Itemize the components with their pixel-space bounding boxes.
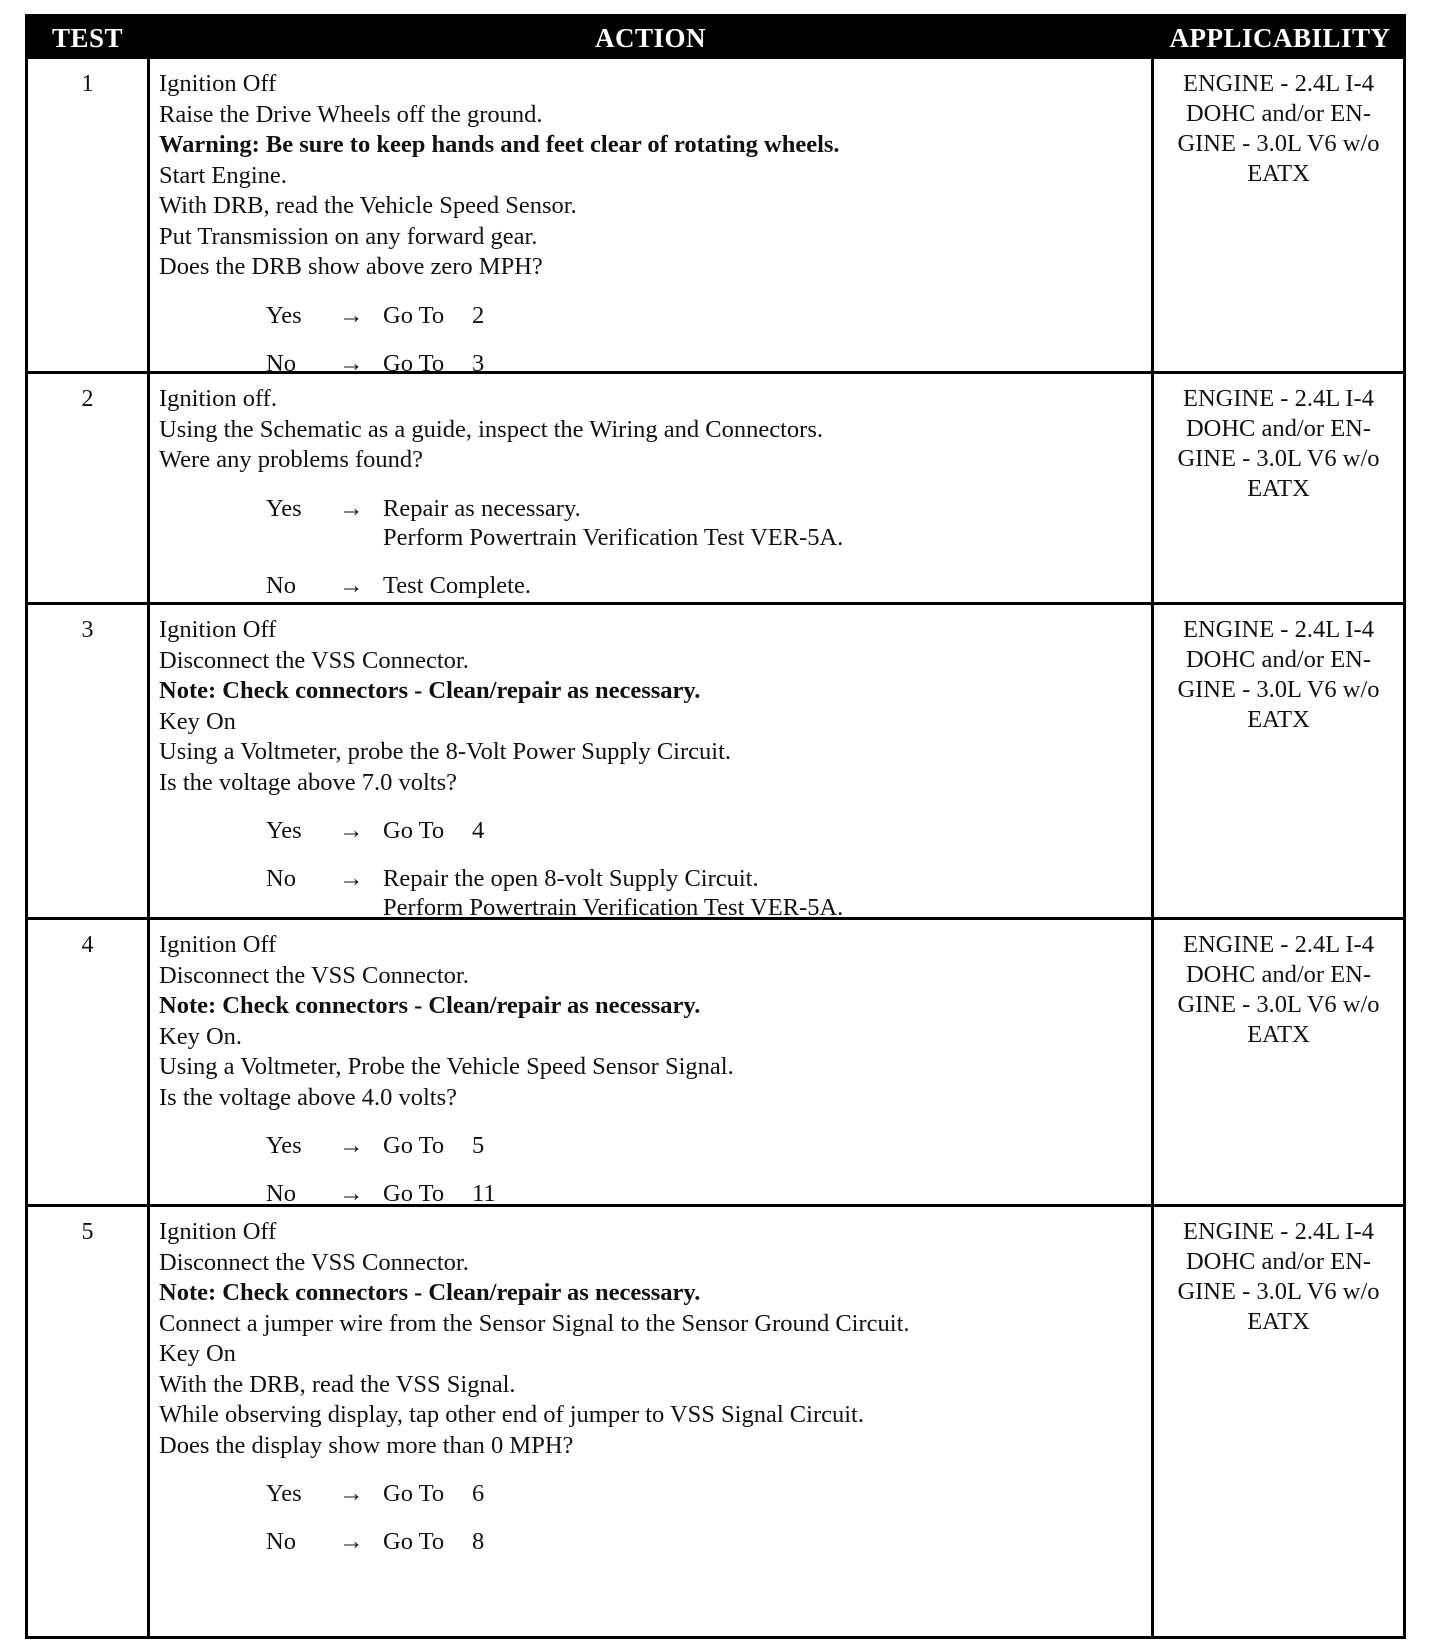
action-line: With DRB, read the Vehicle Speed Sensor. [159, 192, 577, 219]
no-label: No [266, 571, 296, 599]
applicability-line: DOHC and/or EN- [1185, 961, 1372, 988]
go-to-target: 5 [472, 1132, 485, 1159]
yes-label: Yes [266, 1132, 302, 1159]
result-text: Repair the open 8-volt Supply Circuit. [383, 865, 759, 892]
no-label: No [266, 1180, 296, 1207]
question-line: Does the DRB show above zero MPH? [159, 253, 543, 280]
table-row [28, 1204, 1403, 1636]
result-text: Perform Powertrain Verification Test VER-5A. [383, 523, 844, 551]
header-action: ACTION [594, 23, 706, 53]
no-label: No [266, 349, 296, 377]
arrow-icon: → [339, 349, 364, 377]
arrow-icon: → [339, 571, 364, 599]
action-line: Connect a jumper wire from the Sensor Signal to the Sensor Ground Circuit. [159, 1309, 910, 1337]
action-cell [159, 1217, 1133, 1557]
action-line: Using a Voltmeter, Probe the Vehicle Speed Sensor Signal. [159, 1053, 734, 1080]
applicability-cell [1154, 1217, 1403, 1337]
go-to-target: 11 [472, 1180, 496, 1207]
action-line: With the DRB, read the VSS Signal. [159, 1370, 516, 1398]
applicability-line: ENGINE - 2.4L I-4 [1183, 616, 1374, 643]
no-answer [159, 1527, 1133, 1557]
action-line: While observing display, tap other end of jumper to VSS Signal Circuit. [159, 1401, 864, 1428]
action-line: Disconnect the VSS Connector. [159, 646, 469, 674]
no-answer [159, 571, 1133, 601]
applicability-line: ENGINE - 2.4L I-4 [1183, 70, 1374, 97]
applicability-line: EATX [1247, 160, 1310, 187]
applicability-line: EATX [1247, 1308, 1310, 1335]
action-cell [159, 930, 1133, 1209]
applicability-line: ENGINE - 2.4L I-4 [1183, 1218, 1374, 1245]
action-cell [159, 384, 1133, 601]
result-text: Perform Powertrain Verification Test VER-5A. [383, 894, 844, 921]
applicability-line: DOHC and/or EN- [1185, 415, 1372, 442]
question-line: Is the voltage above 4.0 volts? [159, 1083, 458, 1111]
arrow-icon: → [339, 865, 364, 892]
action-cell [159, 69, 1133, 379]
result-text: Test Complete. [383, 571, 531, 599]
go-to-label: Go To [383, 349, 445, 377]
table-row [28, 602, 1403, 921]
go-to-target: 8 [472, 1528, 485, 1555]
go-to-label: Go To [383, 1480, 445, 1507]
action-line: Ignition Off [159, 1218, 277, 1245]
go-to-target: 3 [472, 349, 485, 377]
action-line: Disconnect the VSS Connector. [159, 961, 469, 989]
column-divider [147, 1207, 150, 1636]
arrow-icon: → [339, 1180, 364, 1207]
table-header [28, 17, 1403, 59]
column-divider [147, 605, 150, 917]
action-line: Using a Voltmeter, probe the 8-Volt Power Supply Circuit. [159, 738, 732, 765]
arrow-icon: → [339, 817, 364, 844]
action-cell [159, 615, 1133, 923]
go-to-target: 4 [472, 817, 485, 844]
yes-answer [159, 1131, 1133, 1161]
go-to-label: Go To [383, 301, 445, 329]
yes-answer [159, 816, 1133, 846]
table-row [28, 371, 1403, 602]
note-line: Note: Check connectors - Clean/repair as necessary. [159, 677, 701, 704]
table-row [28, 917, 1403, 1207]
yes-label: Yes [266, 817, 302, 844]
go-to-label: Go To [383, 1528, 445, 1555]
yes-answer [159, 1479, 1133, 1509]
arrow-icon: → [339, 1132, 364, 1159]
test-number: 5 [81, 1219, 94, 1245]
test-number: 2 [81, 386, 94, 412]
header-applicability: APPLICABILITY [1169, 23, 1391, 53]
no-label: No [266, 1528, 296, 1555]
result-text: Repair as necessary. [383, 494, 581, 522]
applicability-cell [1154, 615, 1403, 735]
column-divider [147, 374, 150, 602]
note-line: Note: Check connectors - Clean/repair as necessary. [159, 992, 701, 1019]
applicability-cell [1154, 69, 1403, 189]
applicability-line: EATX [1247, 475, 1310, 502]
applicability-line: ENGINE - 2.4L I-4 [1183, 385, 1374, 412]
applicability-line: ENGINE - 2.4L I-4 [1183, 931, 1374, 958]
arrow-icon: → [339, 1480, 364, 1507]
go-to-target: 2 [472, 301, 485, 329]
yes-label: Yes [266, 301, 302, 329]
test-number: 3 [81, 617, 94, 643]
applicability-line: GINE - 3.0L V6 w/o [1177, 676, 1380, 703]
yes-answer [159, 494, 1133, 553]
arrow-icon: → [339, 301, 364, 329]
action-line: Ignition Off [159, 616, 277, 643]
arrow-icon: → [339, 494, 364, 522]
action-line: Ignition off. [159, 385, 277, 412]
table-row [28, 56, 1403, 377]
action-line: Key On [159, 1340, 236, 1367]
action-line: Raise the Drive Wheels off the ground. [159, 100, 543, 128]
action-line: Disconnect the VSS Connector. [159, 1248, 469, 1276]
note-line: Note: Check connectors - Clean/repair as necessary. [159, 1279, 701, 1306]
action-line: Start Engine. [159, 161, 287, 189]
applicability-line: GINE - 3.0L V6 w/o [1177, 991, 1380, 1018]
action-line: Put Transmission on any forward gear. [159, 222, 538, 250]
no-label: No [266, 865, 296, 892]
test-number: 1 [81, 71, 94, 97]
yes-answer [159, 301, 1133, 331]
column-divider [147, 920, 150, 1204]
applicability-line: DOHC and/or EN- [1185, 646, 1372, 673]
go-to-target: 6 [472, 1480, 485, 1507]
action-line: Ignition Off [159, 70, 277, 97]
action-line: Key On [159, 707, 236, 735]
question-line: Does the display show more than 0 MPH? [159, 1431, 574, 1459]
applicability-cell [1154, 384, 1403, 504]
applicability-line: GINE - 3.0L V6 w/o [1177, 445, 1380, 472]
applicability-line: EATX [1247, 706, 1310, 733]
applicability-cell [1154, 930, 1403, 1050]
yes-label: Yes [266, 494, 302, 522]
go-to-label: Go To [383, 1180, 445, 1207]
column-divider [147, 59, 150, 371]
yes-label: Yes [266, 1480, 302, 1507]
diagnostic-test-table [25, 14, 1406, 1639]
go-to-label: Go To [383, 817, 445, 844]
header-test: TEST [51, 23, 124, 53]
applicability-line: EATX [1247, 1021, 1310, 1048]
test-number: 4 [81, 932, 94, 958]
action-line: Using the Schematic as a guide, inspect the Wiring and Connectors. [159, 415, 823, 443]
no-answer [159, 864, 1133, 923]
action-line: Key On. [159, 1022, 243, 1050]
question-line: Is the voltage above 7.0 volts? [159, 768, 458, 796]
applicability-line: DOHC and/or EN- [1185, 100, 1372, 127]
applicability-line: GINE - 3.0L V6 w/o [1177, 1278, 1380, 1305]
applicability-line: GINE - 3.0L V6 w/o [1177, 130, 1380, 157]
applicability-line: DOHC and/or EN- [1185, 1248, 1372, 1275]
warning-line: Warning: Be sure to keep hands and feet clear of rotating wheels. [159, 131, 840, 158]
action-line: Ignition Off [159, 931, 277, 958]
go-to-label: Go To [383, 1132, 445, 1159]
arrow-icon: → [339, 1528, 364, 1555]
question-line: Were any problems found? [159, 446, 424, 473]
